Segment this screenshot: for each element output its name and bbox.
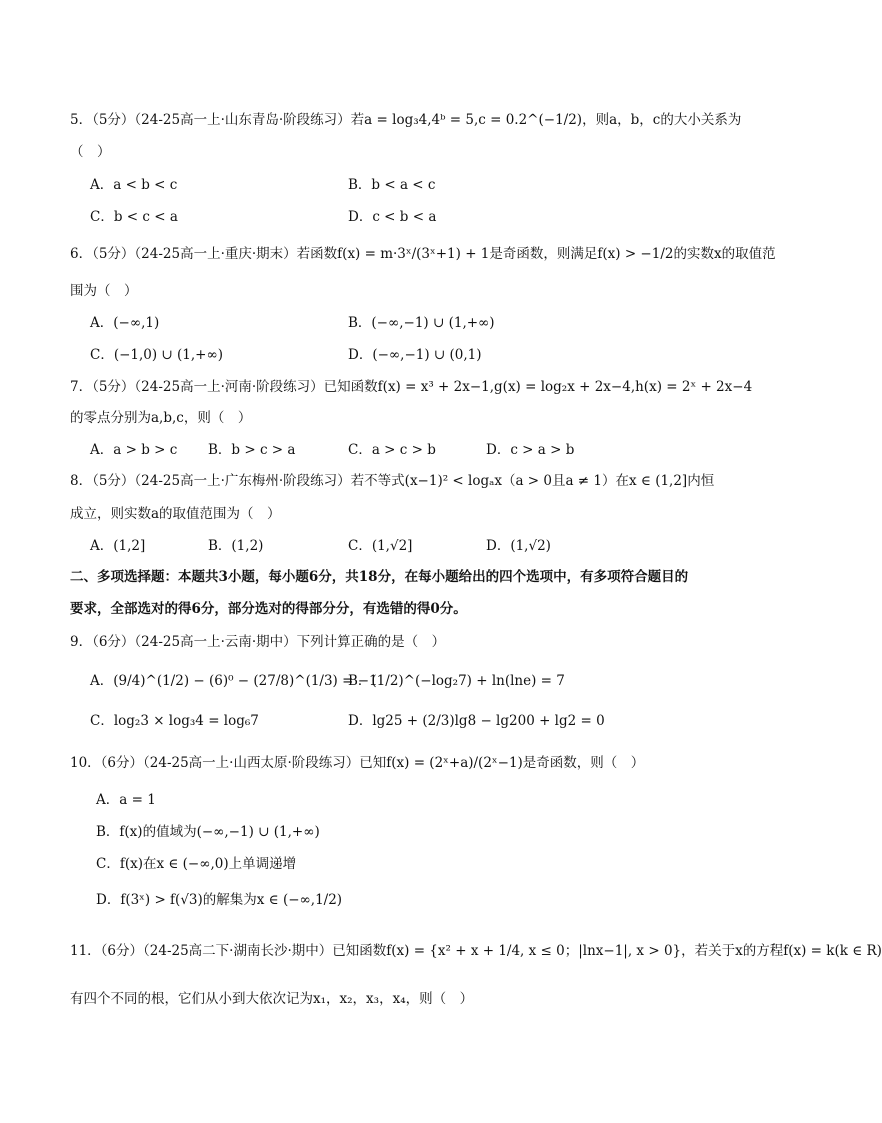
question-10-option-b: B．f(x)的值域为(−∞,−1) ∪ (1,+∞) [96,824,320,840]
question-8-option-a: A．(1,2] [90,538,146,554]
question-7-option-a: A．a > b > c [90,442,178,458]
question-6-option-c: C．(−1,0) ∪ (1,+∞) [90,347,224,363]
section-2-heading: 二、多项选择题：本题共3小题，每小题6分，共18分，在每小题给出的四个选项中，有多项符合题目的 [70,569,689,585]
question-8-option-b: B．(1,2) [208,538,264,554]
question-9-option-c: C．log₂3 × log₃4 = log₆7 [90,713,259,729]
question-11-stem: 11．（6分）（24-25高二下·湖南长沙·期中）已知函数f(x) = {x² + x + 1/4, x ≤ 0；|lnx−1|, x > 0}，若关于x的方程f(x) = k(k ∈ R) [70,943,882,959]
question-9-option-b: B．(1/2)^(−log₂7) + ln(lne) = 7 [348,673,565,689]
question-9-option-a: A．(9/4)^(1/2) − (6)⁰ − (27/8)^(1/3) = −1 [90,673,378,689]
question-6-option-d: D．(−∞,−1) ∪ (0,1) [348,347,482,363]
question-9-option-d: D．lg25 + (2/3)lg8 − lg200 + lg2 = 0 [348,713,605,729]
question-5-option-c: C．b < c < a [90,209,178,225]
question-8-stem-cont: 成立，则实数a的取值范围为（ ） [70,506,281,522]
question-10-option-d: D．f(3ˣ) > f(√3)的解集为x ∈ (−∞,1/2) [96,892,343,908]
question-7-stem: 7．（5分）（24-25高一上·河南·阶段练习）已知函数f(x) = x³ + 2x−1,g(x) = log₂x + 2x−4,h(x) = 2ˣ + 2x−4 [70,379,753,395]
question-6-option-b: B．(−∞,−1) ∪ (1,+∞) [348,315,495,331]
question-8-option-c: C．(1,√2] [348,538,413,554]
question-10-option-c: C．f(x)在x ∈ (−∞,0)上单调递增 [96,856,297,872]
question-11-stem-cont: 有四个不同的根，它们从小到大依次记为x₁，x₂，x₃，x₄，则（ ） [70,991,474,1007]
question-7-stem-cont: 的零点分别为a,b,c，则（ ） [70,410,252,426]
question-6-option-a: A．(−∞,1) [90,315,160,331]
question-5-option-b: B．b < a < c [348,177,436,193]
question-10-option-a: A．a = 1 [96,792,156,808]
question-5-stem-cont: （ ） [70,144,111,160]
section-2-instructions: 要求，全部选对的得6分，部分选对的得部分分，有选错的得0分。 [70,601,467,617]
question-5-option-d: D．c < b < a [348,209,437,225]
question-8-option-d: D．(1,√2) [486,538,551,554]
question-10-stem: 10．（6分）（24-25高一上·山西太原·阶段练习）已知f(x) = (2ˣ+a)/(2ˣ−1)是奇函数，则（ ） [70,755,645,771]
question-6-stem-cont: 围为（ ） [70,283,138,299]
question-5-option-a: A．a < b < c [90,177,178,193]
question-7-option-b: B．b > c > a [208,442,296,458]
question-8-stem: 8．（5分）（24-25高一上·广东梅州·阶段练习）若不等式(x−1)² < logₐx（a > 0且a ≠ 1）在x ∈ (1,2]内恒 [70,473,715,489]
question-5-stem: 5．（5分）（24-25高一上·山东青岛·阶段练习）若a = log₃4,4ᵇ = 5,c = 0.2^(−1/2)，则a，b，c的大小关系为 [70,112,742,128]
question-9-stem: 9．（6分）（24-25高一上·云南·期中）下列计算正确的是（ ） [70,634,446,650]
question-6-stem: 6．（5分）（24-25高一上·重庆·期末）若函数f(x) = m·3ˣ/(3ˣ+1) + 1是奇函数，则满足f(x) > −1/2的实数x的取值范 [70,246,776,262]
question-7-option-d: D．c > a > b [486,442,575,458]
question-7-option-c: C．a > c > b [348,442,436,458]
